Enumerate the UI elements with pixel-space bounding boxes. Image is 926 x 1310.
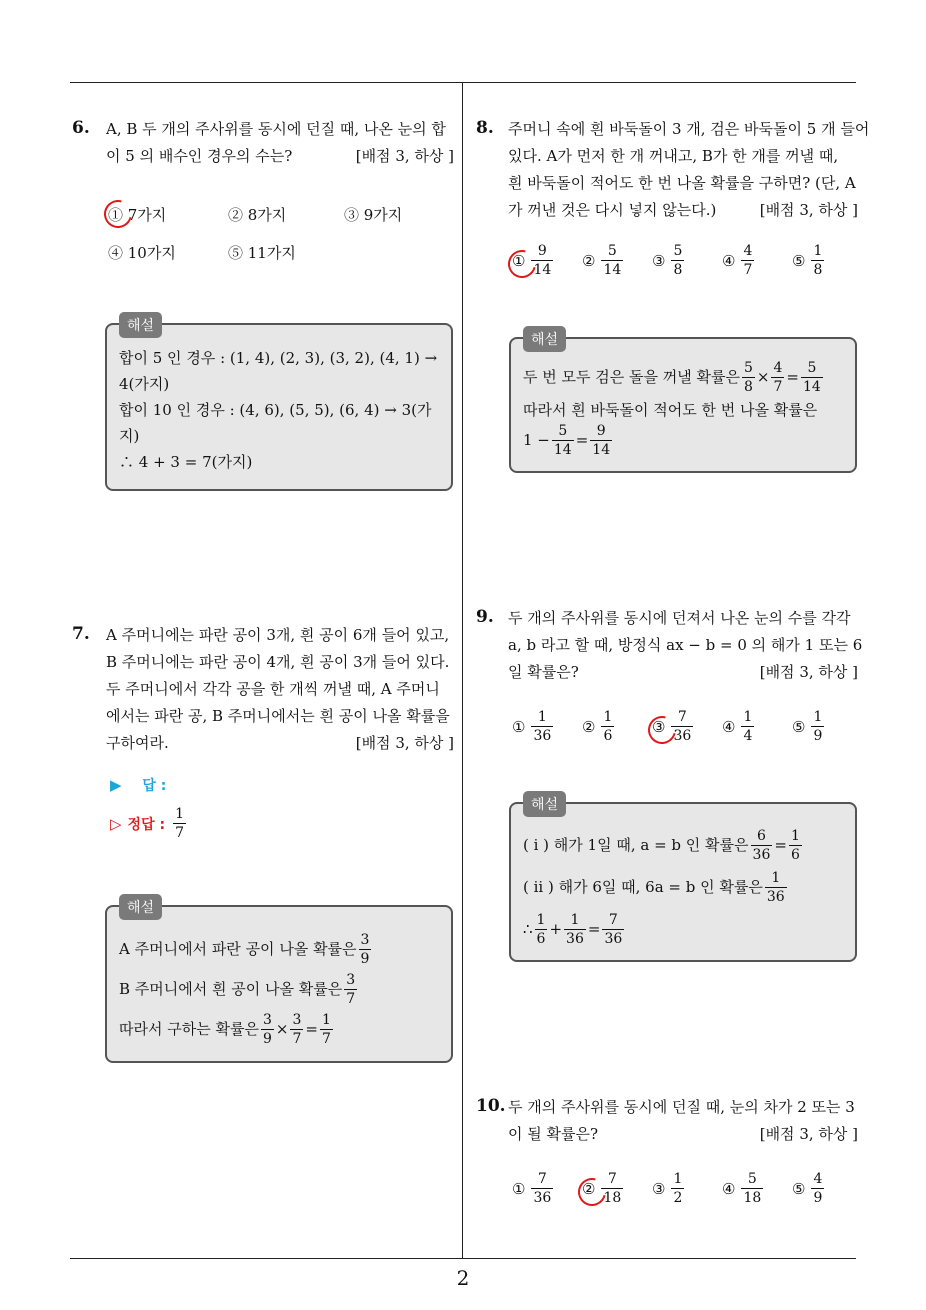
question-text-line-wrap <box>508 659 858 686</box>
question-number: 6. <box>72 118 90 138</box>
numerator: 4 <box>773 359 783 376</box>
denominator: 8 <box>813 262 823 278</box>
option-mark: ⑤ <box>792 251 806 270</box>
denominator: 9 <box>813 728 823 744</box>
numerator: 1 <box>536 911 546 928</box>
solution-text: ( i ) 해가 1일 때, a = b 인 확률은 <box>523 836 749 854</box>
denominator: 6 <box>790 846 800 863</box>
denominator: 2 <box>673 1190 683 1206</box>
numerator: 4 <box>743 243 753 259</box>
denominator: 36 <box>566 930 584 947</box>
fraction <box>601 244 623 277</box>
option-1[interactable] <box>512 244 555 277</box>
question-text-line-wrap <box>106 730 454 757</box>
option-2[interactable]: ② 8가지 <box>228 206 287 224</box>
question-text-line: 있다. A가 먼저 한 개 꺼내고, B가 한 개를 꺼낼 때, <box>508 147 839 165</box>
option-mark: ④ <box>722 717 736 736</box>
fraction <box>261 1013 274 1046</box>
solution-line <box>523 357 843 397</box>
fraction <box>344 973 357 1006</box>
denominator: 7 <box>292 1030 302 1047</box>
option-mark: ② <box>582 251 596 270</box>
numerator: 5 <box>558 422 568 439</box>
numerator: 1 <box>175 806 184 822</box>
denominator: 7 <box>773 378 783 395</box>
solution-line: ∴ 4 + 3 = 7(가지) <box>119 453 253 471</box>
fraction <box>531 710 553 743</box>
option-mark: ③ <box>652 717 666 736</box>
option-1[interactable]: ① 7가지 <box>108 206 167 224</box>
denominator: 14 <box>533 262 552 278</box>
score-label: [배점 3, 하상 ] <box>759 1125 858 1143</box>
numerator: 9 <box>537 243 547 259</box>
numerator: 5 <box>673 243 683 259</box>
denominator: 36 <box>604 930 623 947</box>
solution-text: 1 − <box>523 431 550 449</box>
denominator: 7 <box>743 262 753 278</box>
numerator: 7 <box>537 1171 547 1187</box>
numerator: 3 <box>360 931 370 948</box>
score-label: [배점 3, 하상 ] <box>759 663 858 681</box>
denominator: 8 <box>673 262 683 278</box>
q6-solution-box <box>105 318 453 491</box>
denominator: 36 <box>766 888 785 905</box>
numerator: 7 <box>677 709 687 725</box>
solution-line <box>523 423 843 457</box>
fraction <box>671 244 684 277</box>
denominator: 36 <box>533 1190 552 1206</box>
numerator: 1 <box>603 709 613 725</box>
q9-options <box>512 710 852 754</box>
question-text-line: B 주머니에는 파란 공이 4개, 흰 공이 3개 들어 있다. <box>106 653 450 671</box>
option-2[interactable] <box>582 1172 625 1205</box>
solution-line: 따라서 흰 바둑돌이 적어도 한 번 나올 확률은 <box>523 401 818 419</box>
option-4[interactable] <box>722 1172 765 1205</box>
denominator: 14 <box>553 441 572 458</box>
denominator: 7 <box>175 825 184 841</box>
numerator: 1 <box>743 709 753 725</box>
fraction <box>531 244 553 277</box>
option-mark: ⑤ <box>792 717 806 736</box>
denominator: 6 <box>536 930 546 947</box>
outline-arrow-icon: ▷ <box>110 814 122 833</box>
fraction <box>751 829 773 862</box>
numerator: 7 <box>608 911 618 928</box>
operator: + <box>549 920 563 938</box>
numerator: 6 <box>756 827 766 844</box>
option-3[interactable] <box>652 1172 686 1205</box>
numerator: 1 <box>790 827 800 844</box>
solution-line <box>119 929 439 969</box>
therefore-symbol: ∴ <box>523 920 533 938</box>
option-5[interactable] <box>792 244 826 277</box>
denominator: 14 <box>603 262 622 278</box>
question-text-line: 두 개의 주사위를 동시에 던져서 나온 눈의 수를 각각 <box>508 609 851 627</box>
operator: = <box>305 1020 318 1038</box>
option-mark: ① <box>512 717 526 736</box>
numerator: 1 <box>570 911 580 928</box>
fraction <box>671 710 693 743</box>
solution-line: 4(가지) <box>119 375 170 393</box>
numerator: 1 <box>813 243 823 259</box>
option-3[interactable]: ③ 9가지 <box>344 206 403 224</box>
solution-tag: 해설 <box>119 312 162 338</box>
question-number: 8. <box>476 118 494 138</box>
q6-options <box>108 200 458 270</box>
question-number: 7. <box>72 624 90 644</box>
question-text-line: 일 확률은? <box>508 663 579 681</box>
fraction <box>552 424 574 457</box>
fraction <box>742 361 755 394</box>
question-text-line: A, B 두 개의 주사위를 동시에 던질 때, 나온 눈의 합 <box>106 120 446 138</box>
numerator: 3 <box>346 971 356 988</box>
denominator: 36 <box>752 846 771 863</box>
denominator: 14 <box>592 441 611 458</box>
option-4[interactable] <box>722 244 756 277</box>
q10-options <box>512 1172 852 1216</box>
solution-tag: 해설 <box>119 894 162 920</box>
fraction <box>801 361 823 394</box>
fraction <box>741 1172 763 1205</box>
option-5[interactable] <box>792 1172 826 1205</box>
column-divider <box>462 82 463 1258</box>
question-text-line: 구하여라. <box>106 734 169 752</box>
question-text-line: 이 될 확률은? <box>508 1125 599 1143</box>
question-text-line: 흰 바둑돌이 적어도 한 번 나올 확률을 구하면? (단, A <box>508 174 856 192</box>
denominator: 8 <box>743 378 753 395</box>
option-mark: ② <box>582 717 596 736</box>
option-1[interactable] <box>512 710 555 743</box>
option-4[interactable] <box>722 710 756 743</box>
denominator: 18 <box>743 1190 762 1206</box>
numerator: 1 <box>673 1171 683 1187</box>
option-mark: ① <box>512 1179 526 1198</box>
numerator: 9 <box>596 422 606 439</box>
operator: × <box>275 1020 289 1038</box>
fraction <box>602 913 624 946</box>
option-2[interactable] <box>582 244 625 277</box>
question-text-line: 두 주머니에서 각각 공을 한 개씩 꺼낼 때, A 주머니 <box>106 680 440 698</box>
fraction <box>359 933 372 966</box>
solution-tag: 해설 <box>523 791 566 817</box>
option-mark: ⑤ <box>792 1179 806 1198</box>
denominator: 9 <box>262 1030 272 1047</box>
fraction <box>601 1172 623 1205</box>
fraction <box>601 710 614 743</box>
correct-answer-fraction <box>173 807 186 840</box>
fraction <box>531 1172 553 1205</box>
option-4[interactable]: ④ 10가지 <box>108 244 176 262</box>
q8-solution-box <box>509 332 857 473</box>
question-text-line-wrap <box>508 197 858 224</box>
fraction <box>789 829 802 862</box>
question-text-line: a, b 라고 할 때, 방정식 ax − b = 0 의 해가 1 또는 6 <box>508 636 863 654</box>
answer-row <box>110 775 166 795</box>
question-text-line-wrap <box>106 143 454 170</box>
numerator: 5 <box>807 359 817 376</box>
option-mark: ② <box>582 1179 596 1198</box>
numerator: 5 <box>607 243 617 259</box>
question-text-line-wrap <box>508 1121 858 1148</box>
solution-text: ( ii ) 해가 6일 때, 6a = b 인 확률은 <box>523 878 763 896</box>
fraction <box>771 361 784 394</box>
page-number: 2 <box>456 1266 470 1290</box>
denominator: 18 <box>603 1190 622 1206</box>
operator: = <box>774 836 787 854</box>
option-mark: ④ <box>722 1179 736 1198</box>
play-arrow-icon: ▶ <box>110 776 122 794</box>
numerator: 7 <box>607 1171 617 1187</box>
denominator: 4 <box>743 728 753 744</box>
operator: = <box>786 368 799 386</box>
correct-answer-row <box>110 807 188 840</box>
question-text-line: 에서는 파란 공, B 주머니에서는 흰 공이 나올 확률을 <box>106 707 450 725</box>
numerator: 4 <box>813 1171 823 1187</box>
question-text-line: 두 개의 주사위를 동시에 던질 때, 눈의 차가 2 또는 3 <box>508 1098 855 1116</box>
option-5[interactable] <box>792 710 826 743</box>
fraction <box>811 1172 824 1205</box>
numerator: 1 <box>537 709 547 725</box>
q8-options <box>512 244 852 288</box>
question-text-line: 가 꺼낸 것은 다시 넣지 않는다.) <box>508 201 717 219</box>
solution-line <box>523 824 843 866</box>
denominator: 6 <box>603 728 613 744</box>
solution-text: B 주머니에서 흰 공이 나올 확률은 <box>119 980 343 998</box>
solution-line <box>119 969 439 1009</box>
fraction <box>320 1013 333 1046</box>
bottom-rule <box>70 1258 856 1259</box>
denominator: 36 <box>533 728 552 744</box>
option-mark: ③ <box>652 1179 666 1198</box>
fraction <box>590 424 612 457</box>
option-1[interactable] <box>512 1172 555 1205</box>
fraction <box>741 244 754 277</box>
operator: × <box>756 368 770 386</box>
solution-line <box>523 866 843 908</box>
question-text-line: A 주머니에는 파란 공이 3개, 흰 공이 6개 들어 있고, <box>106 626 450 644</box>
fraction <box>671 1172 684 1205</box>
denominator: 36 <box>673 728 692 744</box>
score-label: [배점 3, 하상 ] <box>355 147 454 165</box>
denominator: 9 <box>360 950 370 967</box>
fraction <box>535 913 548 946</box>
solution-text: 두 번 모두 검은 돌을 꺼낼 확률은 <box>523 368 740 386</box>
denominator: 7 <box>346 990 356 1007</box>
denominator: 7 <box>321 1030 331 1047</box>
fraction <box>811 244 824 277</box>
top-rule <box>70 82 856 83</box>
option-5[interactable]: ⑤ 11가지 <box>228 244 296 262</box>
fraction <box>765 871 787 904</box>
score-label: [배점 3, 하상 ] <box>759 201 858 219</box>
numerator: 5 <box>747 1171 757 1187</box>
option-mark: ① <box>512 251 526 270</box>
fraction <box>290 1013 303 1046</box>
solution-text: A 주머니에서 파란 공이 나올 확률은 <box>119 940 357 958</box>
denominator: 14 <box>802 378 821 395</box>
solution-line: 합이 10 인 경우 : (4, 6), (5, 5), (6, 4) → 3(가 <box>119 401 432 419</box>
question-number: 9. <box>476 607 494 627</box>
score-label: [배점 3, 하상 ] <box>355 734 454 752</box>
numerator: 1 <box>771 869 781 886</box>
option-mark: ③ <box>652 251 666 270</box>
fraction <box>811 710 824 743</box>
q7-solution-box <box>105 900 453 1063</box>
solution-line <box>523 908 843 950</box>
numerator: 1 <box>813 709 823 725</box>
answer-label: 답 : <box>142 778 167 794</box>
denominator: 9 <box>813 1190 823 1206</box>
solution-line <box>119 1009 439 1049</box>
fraction <box>741 710 754 743</box>
q9-solution-box <box>509 797 857 962</box>
option-mark: ④ <box>722 251 736 270</box>
correct-answer-label: 정답 : <box>127 816 166 833</box>
solution-line: 지) <box>119 427 140 445</box>
numerator: 5 <box>743 359 753 376</box>
option-3[interactable] <box>652 244 686 277</box>
operator: = <box>587 920 601 938</box>
option-2[interactable] <box>582 710 616 743</box>
question-text-line: 주머니 속에 흰 바둑돌이 3 개, 검은 바둑돌이 5 개 들어 <box>508 120 870 138</box>
numerator: 3 <box>262 1011 272 1028</box>
operator: = <box>575 431 589 449</box>
solution-tag: 해설 <box>523 326 566 352</box>
question-text-line: 이 5 의 배수인 경우의 수는? <box>106 147 293 165</box>
numerator: 1 <box>321 1011 331 1028</box>
solution-line: 합이 5 인 경우 : (1, 4), (2, 3), (3, 2), (4, 1) → <box>119 349 438 367</box>
fraction <box>564 913 586 946</box>
option-3[interactable] <box>652 710 695 743</box>
solution-text: 따라서 구하는 확률은 <box>119 1020 259 1038</box>
numerator: 3 <box>292 1011 302 1028</box>
question-number: 10. <box>476 1096 506 1116</box>
